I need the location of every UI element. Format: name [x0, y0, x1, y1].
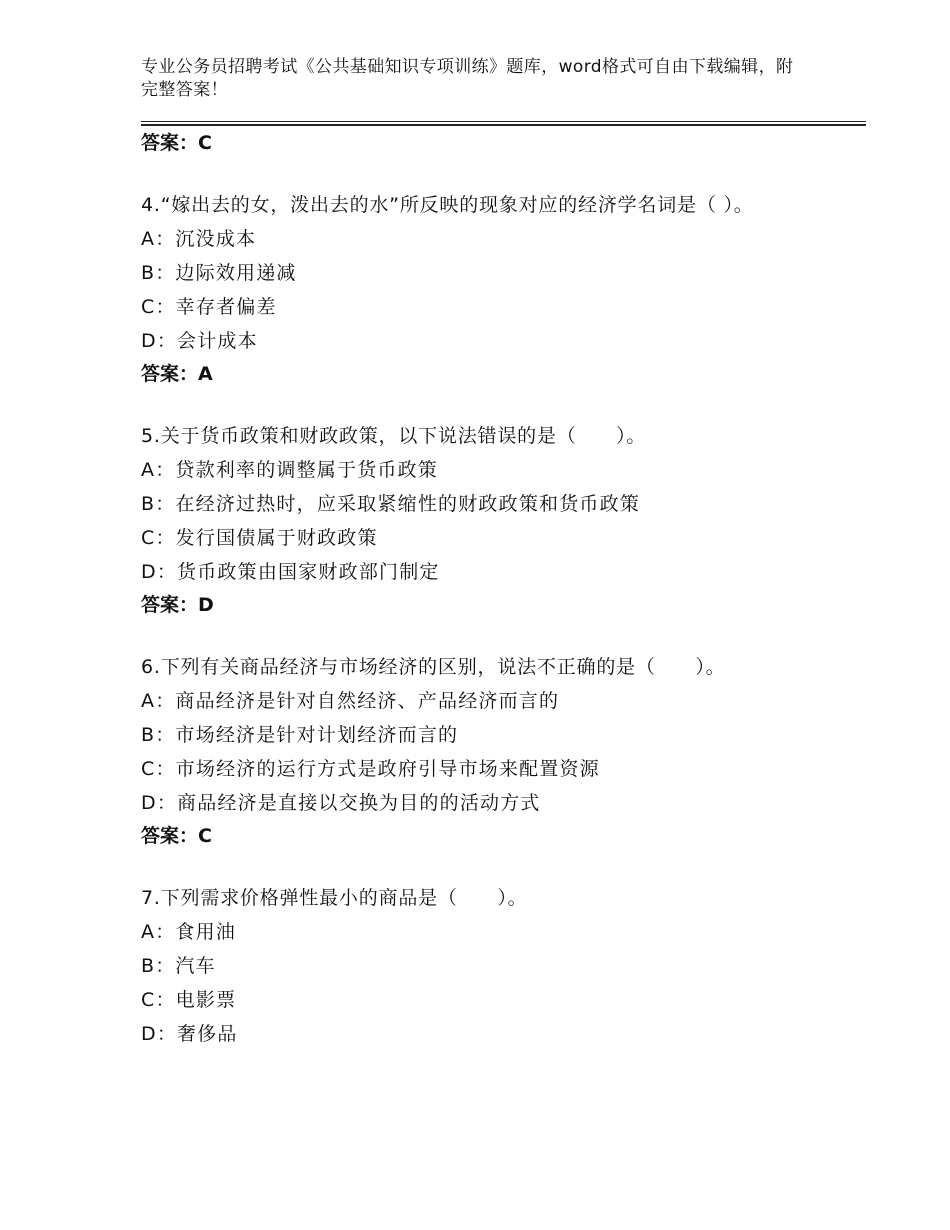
option-d: D：会计成本	[141, 330, 258, 352]
question-5	[141, 421, 861, 620]
option-c: C：发行国债属于财政政策	[141, 527, 378, 549]
question-text: 4.“嫁出去的女，泼出去的水”所反映的现象对应的经济学名词是（ ）。	[141, 194, 754, 216]
question-text: 5.关于货币政策和财政政策，以下说法错误的是（ ）。	[141, 425, 647, 447]
document-header: 专业公务员招聘考试《公共基础知识专项训练》题库，word格式可自由下载编辑，附完整答案！	[141, 57, 794, 100]
option-c: C：电影票	[141, 989, 237, 1011]
option-c: C：幸存者偏差	[141, 296, 277, 318]
header-divider-thin	[141, 121, 866, 122]
option-d: D：商品经济是直接以交换为目的的活动方式	[141, 792, 541, 814]
option-d: D：货币政策由国家财政部门制定	[141, 561, 440, 583]
question-4	[141, 190, 861, 389]
option-a: A：沉没成本	[141, 228, 257, 250]
previous-answer: 答案：C	[141, 132, 212, 154]
option-b: B：边际效用递减	[141, 262, 297, 284]
answer: 答案：A	[141, 363, 213, 385]
option-b: B：汽车	[141, 955, 216, 977]
question-list	[141, 129, 861, 1053]
question-text: 7.下列需求价格弹性最小的商品是（ ）。	[141, 887, 528, 909]
option-d: D：奢侈品	[141, 1023, 238, 1045]
option-a: A：商品经济是针对自然经济、产品经济而言的	[141, 690, 560, 712]
option-a: A：贷款利率的调整属于货币政策	[141, 459, 438, 481]
question-7	[141, 883, 861, 1049]
header-divider-thick	[141, 124, 866, 126]
question-text: 6.下列有关商品经济与市场经济的区别，说法不正确的是（ ）。	[141, 656, 726, 678]
answer: 答案：C	[141, 825, 212, 847]
option-b: B：市场经济是针对计划经济而言的	[141, 724, 459, 746]
option-a: A：食用油	[141, 921, 236, 943]
question-6	[141, 652, 861, 851]
answer: 答案：D	[141, 594, 214, 616]
option-c: C：市场经济的运行方式是政府引导市场来配置资源	[141, 758, 600, 780]
option-b: B：在经济过热时，应采取紧缩性的财政政策和货币政策	[141, 493, 641, 515]
